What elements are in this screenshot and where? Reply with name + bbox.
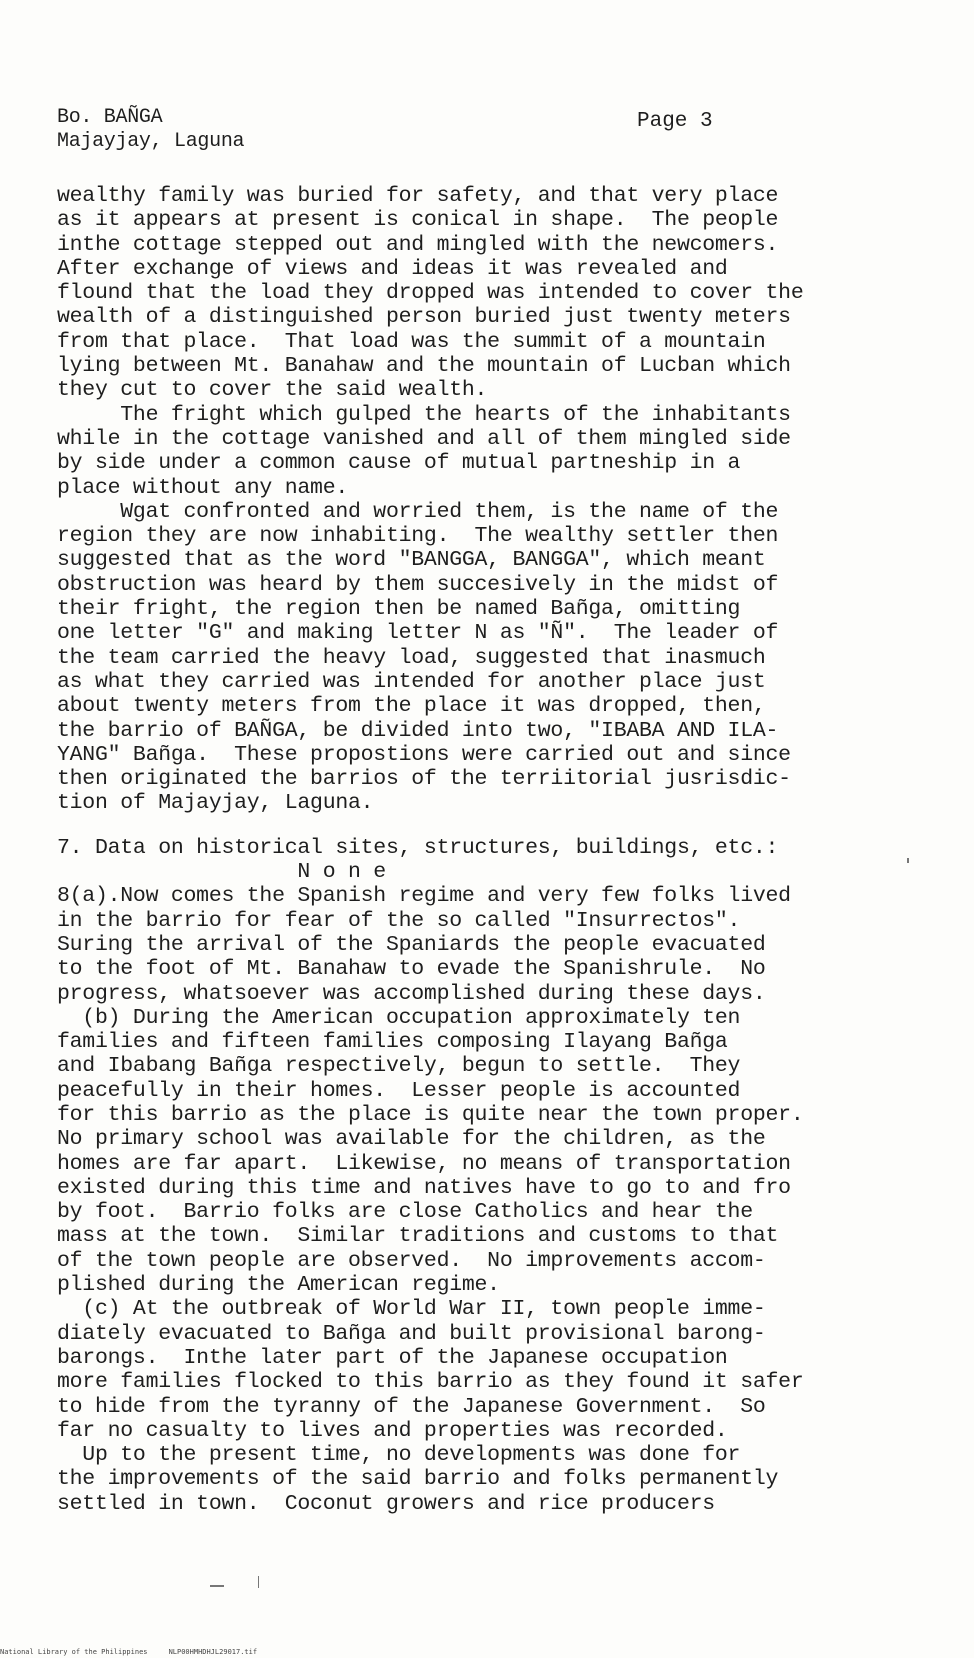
text-line: as it appears at present is conical in shape. The people xyxy=(57,208,779,233)
text-line: to the foot of Mt. Banahaw to evade the Spanishrule. No xyxy=(57,957,766,982)
text-line: The fright which gulped the hearts of the inhabitants xyxy=(57,402,791,427)
section-gap xyxy=(57,816,957,836)
text-line: Wgat confronted and worried them, is the name of the xyxy=(57,499,779,524)
text-line: inthe cottage stepped out and mingled with the newcomers. xyxy=(57,232,779,257)
text-line: of the town people are observed. No improvements accom- xyxy=(57,1248,766,1273)
origin-narrative xyxy=(57,184,957,816)
text-line: barongs. Inthe later part of the Japanese occupation xyxy=(57,1345,728,1370)
text-line: more families flocked to this barrio as they found it safer xyxy=(57,1370,804,1395)
text-line: N o n e xyxy=(57,860,386,885)
document-body xyxy=(57,184,957,1516)
text-line: homes are far apart. Likewise, no means of transportation xyxy=(57,1151,791,1176)
archive-footer: National Library of the Philippines NLP00HMHDHJL29017.tif xyxy=(0,1648,258,1656)
text-line: obstruction was heard by them succesively in the midst of xyxy=(57,572,779,597)
text-line: 8(a).Now comes the Spanish regime and very few folks lived xyxy=(57,884,791,909)
text-line: about twenty meters from the place it was dropped, then, xyxy=(57,694,766,719)
section-7-historical-sites xyxy=(57,836,957,885)
text-line: diately evacuated to Bañga and built provisional barong- xyxy=(57,1321,766,1346)
barrio-name: Bo. BAÑGA xyxy=(57,106,163,129)
text-line: wealth of a distinguished person buried just twenty meters xyxy=(57,305,791,330)
text-line: mass at the town. Similar traditions and customs to that xyxy=(57,1224,779,1249)
text-line: one letter "G" and making letter N as "Ñ". The leader of xyxy=(57,621,779,646)
text-line: peacefully in their homes. Lesser people is accounted xyxy=(57,1078,741,1103)
text-line: settled in town. Coconut growers and rice producers xyxy=(57,1491,715,1516)
text-line: suggested that as the word "BANGGA, BANGGA", which meant xyxy=(57,548,766,573)
scan-speck xyxy=(258,1576,259,1588)
text-line: After exchange of views and ideas it was revealed and xyxy=(57,256,728,281)
text-line: wealthy family was buried for safety, and that very place xyxy=(57,184,779,208)
text-line: tion of Majayjay, Laguna. xyxy=(57,791,374,816)
text-line: the team carried the heavy load, suggested that inasmuch xyxy=(57,645,766,670)
text-line: 7. Data on historical sites, structures, buildings, etc.: xyxy=(57,835,779,860)
text-line: region they are now inhabiting. The wealthy settler then xyxy=(57,524,779,549)
location-header xyxy=(57,106,244,154)
text-line: flound that the load they dropped was intended to cover the xyxy=(57,281,804,306)
text-line: YANG" Bañga. These propostions were carried out and since xyxy=(57,742,791,767)
municipality-name: Majayjay, Laguna xyxy=(57,130,245,153)
text-line: lying between Mt. Banahaw and the mountain of Lucban which xyxy=(57,354,791,379)
text-line: Suring the arrival of the Spaniards the people evacuated xyxy=(57,932,766,957)
text-line: existed during this time and natives have to go to and fro xyxy=(57,1175,791,1200)
text-line: for this barrio as the place is quite near the town proper. xyxy=(57,1102,804,1127)
text-line: No primary school was available for the children, as the xyxy=(57,1127,766,1152)
text-line: far no casualty to lives and properties was recorded. xyxy=(57,1418,728,1443)
text-line: Up to the present time, no developments was done for xyxy=(57,1443,741,1468)
text-line: their fright, the region then be named Bañga, omitting xyxy=(57,597,741,622)
text-line: in the barrio for fear of the so called "Insurrectos". xyxy=(57,908,741,933)
text-line: as what they carried was intended for another place just xyxy=(57,669,766,694)
text-line: progress, whatsoever was accomplished during these days. xyxy=(57,981,766,1006)
page-number: Page 3 xyxy=(637,110,713,133)
text-line: then originated the barrios of the terriitorial jusrisdic- xyxy=(57,767,791,792)
text-line: from that place. That load was the summit of a mountain xyxy=(57,329,766,354)
text-line: they cut to cover the said wealth. xyxy=(57,378,488,403)
scan-speck xyxy=(210,1585,224,1587)
section-8-history-periods xyxy=(57,884,957,1516)
text-line: to hide from the tyranny of the Japanese Government. So xyxy=(57,1394,766,1419)
text-line: the improvements of the said barrio and folks permanently xyxy=(57,1467,779,1492)
text-line: while in the cottage vanished and all of them mingled side xyxy=(57,426,791,451)
scan-speck xyxy=(907,858,909,863)
text-line: plished during the American regime. xyxy=(57,1273,500,1298)
text-line: by foot. Barrio folks are close Catholics and hear the xyxy=(57,1200,753,1225)
text-line: by side under a common cause of mutual partneship in a xyxy=(57,451,741,476)
text-line: families and fifteen families composing Ilayang Bañga xyxy=(57,1030,728,1055)
text-line: (c) At the outbreak of World War II, town people imme- xyxy=(57,1297,766,1322)
text-line: place without any name. xyxy=(57,475,348,500)
text-line: (b) During the American occupation approximately ten xyxy=(57,1005,741,1030)
text-line: the barrio of BAÑGA, be divided into two, "IBABA AND ILA- xyxy=(57,718,779,743)
text-line: and Ibabang Bañga respectively, begun to settle. They xyxy=(57,1054,741,1079)
